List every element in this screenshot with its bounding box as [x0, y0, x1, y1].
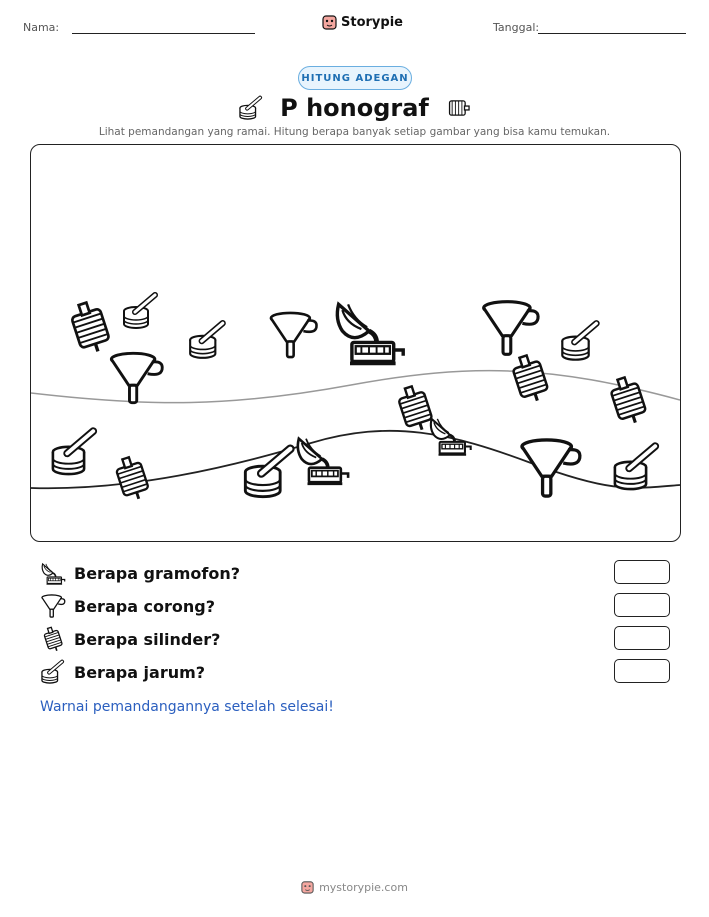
cylinder-icon	[40, 626, 66, 652]
brand-name: Storypie	[341, 14, 403, 30]
counting-scene	[30, 144, 681, 542]
answer-box-needle[interactable]	[614, 659, 670, 683]
answer-box-cylinder[interactable]	[614, 626, 670, 650]
question-text: Berapa gramofon?	[74, 563, 240, 583]
brand-logo	[322, 14, 403, 30]
scene-cylinder-icon	[114, 454, 151, 502]
question-row-gramophone	[40, 558, 670, 588]
name-label: Nama:	[23, 21, 60, 34]
scene-needle-icon	[615, 446, 655, 489]
storypie-logo-icon	[322, 14, 337, 30]
cylinder-icon	[445, 95, 471, 121]
answer-box-gramophone[interactable]	[614, 560, 670, 584]
scene-cylinder-icon	[396, 383, 435, 433]
title-row	[0, 90, 709, 126]
question-text: Berapa corong?	[74, 596, 216, 616]
scene-cylinder-icon	[510, 352, 550, 404]
footer	[0, 880, 709, 894]
gramophone-icon	[40, 560, 66, 586]
date-field-line[interactable]	[538, 33, 686, 34]
funnel-icon	[40, 593, 66, 619]
question-text: Berapa jarum?	[74, 662, 206, 682]
needle-icon	[40, 659, 66, 685]
question-text: Berapa silinder?	[74, 629, 221, 649]
scene-cylinder-icon	[608, 374, 648, 426]
scene-needle-icon	[53, 431, 93, 474]
question-row-needle	[40, 657, 670, 687]
scene-funnel-icon	[484, 302, 538, 355]
scene-needle-icon	[562, 323, 596, 359]
instructions: Lihat pemandangan yang ramai. Hitung berapa banyak setiap gambar yang bisa kamu temukan.	[98, 126, 611, 138]
needle-icon	[238, 95, 264, 121]
scene-funnel-icon	[271, 313, 317, 357]
footer-url[interactable]: mystorypie.com	[319, 880, 408, 894]
scene-illustration	[31, 145, 680, 541]
scene-gramophone-icon	[431, 419, 471, 455]
question-row-cylinder	[40, 624, 670, 654]
question-row-funnel	[40, 591, 670, 621]
date-label: Tanggal:	[493, 21, 540, 34]
scene-cylinder-icon	[68, 299, 112, 356]
coloring-note: Warnai pemandangannya setelah selesai!	[40, 699, 334, 715]
answer-box-funnel[interactable]	[614, 593, 670, 617]
page-title: P honograf	[280, 94, 429, 122]
storypie-logo-icon	[301, 880, 314, 894]
scene-funnel-icon	[111, 353, 162, 402]
activity-badge: HITUNG ADEGAN	[298, 66, 412, 90]
scene-gramophone-icon	[337, 304, 403, 363]
scene-needle-icon	[190, 323, 223, 358]
name-field-line[interactable]	[72, 33, 255, 34]
scene-gramophone-icon	[298, 439, 348, 484]
scene-needle-icon	[124, 295, 155, 328]
scene-funnel-icon	[522, 440, 580, 496]
